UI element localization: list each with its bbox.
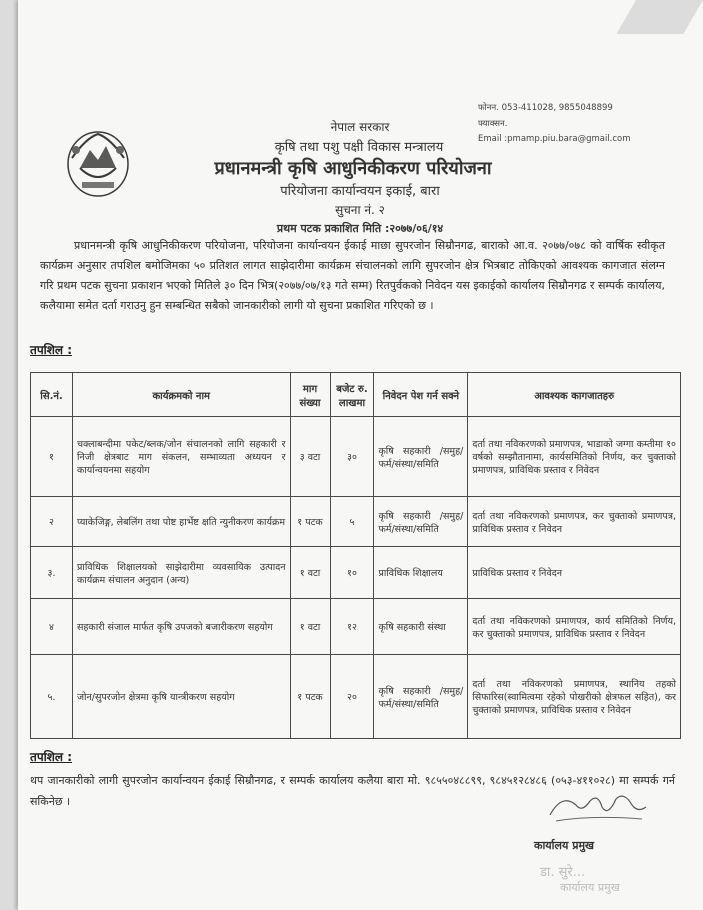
signature-icon (542, 787, 652, 827)
nepal-emblem-icon (66, 128, 130, 198)
row-program: प्राविधिक शिक्षालयको साझेदारीमा व्यवसायिक उत्पादन कार्यक्रम संचालन अनुदान (अन्य) (72, 547, 290, 599)
programs-table (30, 372, 681, 739)
notice-number: सुचना नं. २ (335, 203, 385, 217)
gov-name: नेपाल सरकार (330, 120, 390, 134)
stamp-name: डा. सुरे... (540, 865, 586, 880)
contact-phone: फोनन. 053-411028, 9855048899 (478, 103, 613, 113)
table-row (31, 547, 681, 599)
col-header-demand: माग संख्या (290, 373, 330, 417)
row-sn: ५. (31, 655, 73, 739)
table-row (31, 655, 681, 739)
row-sn: १ (31, 417, 73, 497)
table-row (31, 599, 681, 655)
row-sn: ४ (31, 599, 73, 655)
row-budget: २० (330, 655, 374, 739)
row-documents: दर्ता तथा नविकरणको प्रमाणपत्र, भाडाको जग्गा कम्तीमा १० वर्षको सम्झौतानामा, कार्यसमितिको निर्णय, कर चुक्ताको प्रमाणपत्र, प्राविधिक प्रस्ताव र निवेदन (468, 417, 681, 497)
project-title: प्रधानमन्त्री कृषि आधुनिकीकरण परियोजना (214, 158, 492, 179)
row-demand: १ वटा (290, 599, 330, 655)
row-documents: दर्ता तथा नविकरणको प्रमाणपत्र, कार्य समितिको निर्णय, कर चुक्ताको प्रमाणपत्र, प्राविधिक प्रस्ताव र निवेदन (468, 599, 681, 655)
row-budget: १० (330, 547, 374, 599)
row-demand: १ वटा (290, 547, 330, 599)
row-program: सहकारी संजाल मार्फत कृषि उपजको बजारीकरण सहयोग (72, 599, 290, 655)
col-header-sn: सि.नं. (31, 373, 73, 417)
stamp-title: कार्यालय प्रमुख (560, 881, 620, 894)
col-header-documents: आवश्यक कागजातहरु (468, 373, 681, 417)
row-budget: १२ (330, 599, 374, 655)
footer-label: तपशिल : (30, 750, 73, 764)
row-demand: १ पटक (290, 655, 330, 739)
publish-date: प्रथम पटक प्रकाशित मिति :२०७७/०६/१४ (276, 222, 444, 235)
row-program: चक्लाबन्दीमा पकेट/ब्लक/जोन संचालनको लागि सहकारी र निजी क्षेत्रबाट माग संकलन, सम्भाव्यता अध्ययन र कार्यान्वयनमा सहयोग (72, 417, 290, 497)
row-sn: ३. (31, 547, 73, 599)
row-applicant: कृषि सहकारी /समुह/फर्म/संस्था/समिति (374, 417, 468, 497)
intro-paragraph: प्रधानमन्त्री कृषि आधुनिकीकरण परियोजना, परियोजना कार्यान्वयन ईकाई माछा सुपरजोन सिम्रौनगढ, बाराको आ.व. २०७७/०७८ को वार्षिक स्वीकृत कार्यक्रम अनुसार तपशिल बमोजिमका ५० प्रतिशत लागत साझेदारीमा कार्यक्रम संचालनको लागि सुपरजोन क्षेत्र भित्रबाट तोकिएको आवश्यक कागजात संलग्न गरि प्रथम पटक सुचना प्रकाशन भएको मितिले ३० दिन भित्र(२०७७/०७/१३ गते सम्म) रितपुर्वकको निवेदन यस इकाईको कार्यालय सिम्रौनगढ र सम्पर्क कार्यालय, कलैयामा समेत दर्ता गराउनु हुन सम्बन्धित सबैको जानकारीको लागी यो सुचना प्रकाशित गरिएको छ । (40, 239, 665, 312)
col-header-budget: बजेट रु. लाखमा (330, 373, 374, 417)
table-header-row (31, 373, 681, 417)
footer-contact-text: थप जानकारीको लागी सुपरजोन कार्यान्वयन ईकाई सिम्रौनगढ, र सम्पर्क कार्यालय कलैया बारा मो. ९८५५०४८८९९, ९८४५१२८४८६ (०५३-४११०२८) मा सम्पर्क गर्न सकिनेछ । (30, 774, 675, 808)
row-budget: ५ (330, 497, 374, 547)
row-applicant: कृषि सहकारी /समुह/फर्म/संस्था/समिति (374, 497, 468, 547)
office-name: परियोजना कार्यान्वयन इकाई, बारा (280, 184, 440, 199)
row-program: जोन/सुपरजोन क्षेत्रमा कृषि यान्त्रीकरण सहयोग (72, 655, 290, 739)
row-documents: प्राविधिक प्रस्ताव र निवेदन (468, 547, 681, 599)
row-applicant: कृषि सहकारी /समुह/फर्म/संस्था/समिति (374, 655, 468, 739)
row-sn: २ (31, 497, 73, 547)
row-applicant: कृषि सहकारी संस्था (374, 599, 468, 655)
col-header-program: कार्यक्रमको नाम (72, 373, 290, 417)
table-row (31, 497, 681, 547)
section-label: तपशिल : (30, 343, 73, 357)
row-documents: दर्ता तथा नविकरणको प्रमाणपत्र, स्थानिय तहको सिफारिस(स्वामित्वमा रहेको पोखरीको क्षेत्रफल सहित), कर चुक्ताको प्रमाणपत्र, प्राविधिक प्रस्ताव र निवेदन (468, 655, 681, 739)
ministry-name: कृषि तथा पशु पक्षी विकास मन्त्रालय (274, 140, 444, 155)
row-budget: ३० (330, 417, 374, 497)
row-demand: १ पटक (290, 497, 330, 547)
contact-email: Email :pmamp.piu.bara@gmail.com (478, 134, 631, 144)
row-documents: दर्ता तथा नविकरणको प्रमाणपत्र, कर चुक्ताको प्रमाणपत्र, प्राविधिक प्रस्ताव र निवेदन (468, 497, 681, 547)
col-header-applicant: निवेदन पेश गर्न सक्ने (374, 373, 468, 417)
contact-fax: फ्याक्सन. (478, 119, 508, 129)
row-demand: ३ वटा (290, 417, 330, 497)
row-program: प्याकेजिङ्ग, लेबलिंग तथा पोष्ट हार्भेष्ट क्षति न्युनीकरण कार्यक्रम (72, 497, 290, 547)
row-applicant: प्राविधिक शिक्षालय (374, 547, 468, 599)
signatory-title: कार्यालय प्रमुख (534, 839, 595, 852)
table-row (31, 417, 681, 497)
